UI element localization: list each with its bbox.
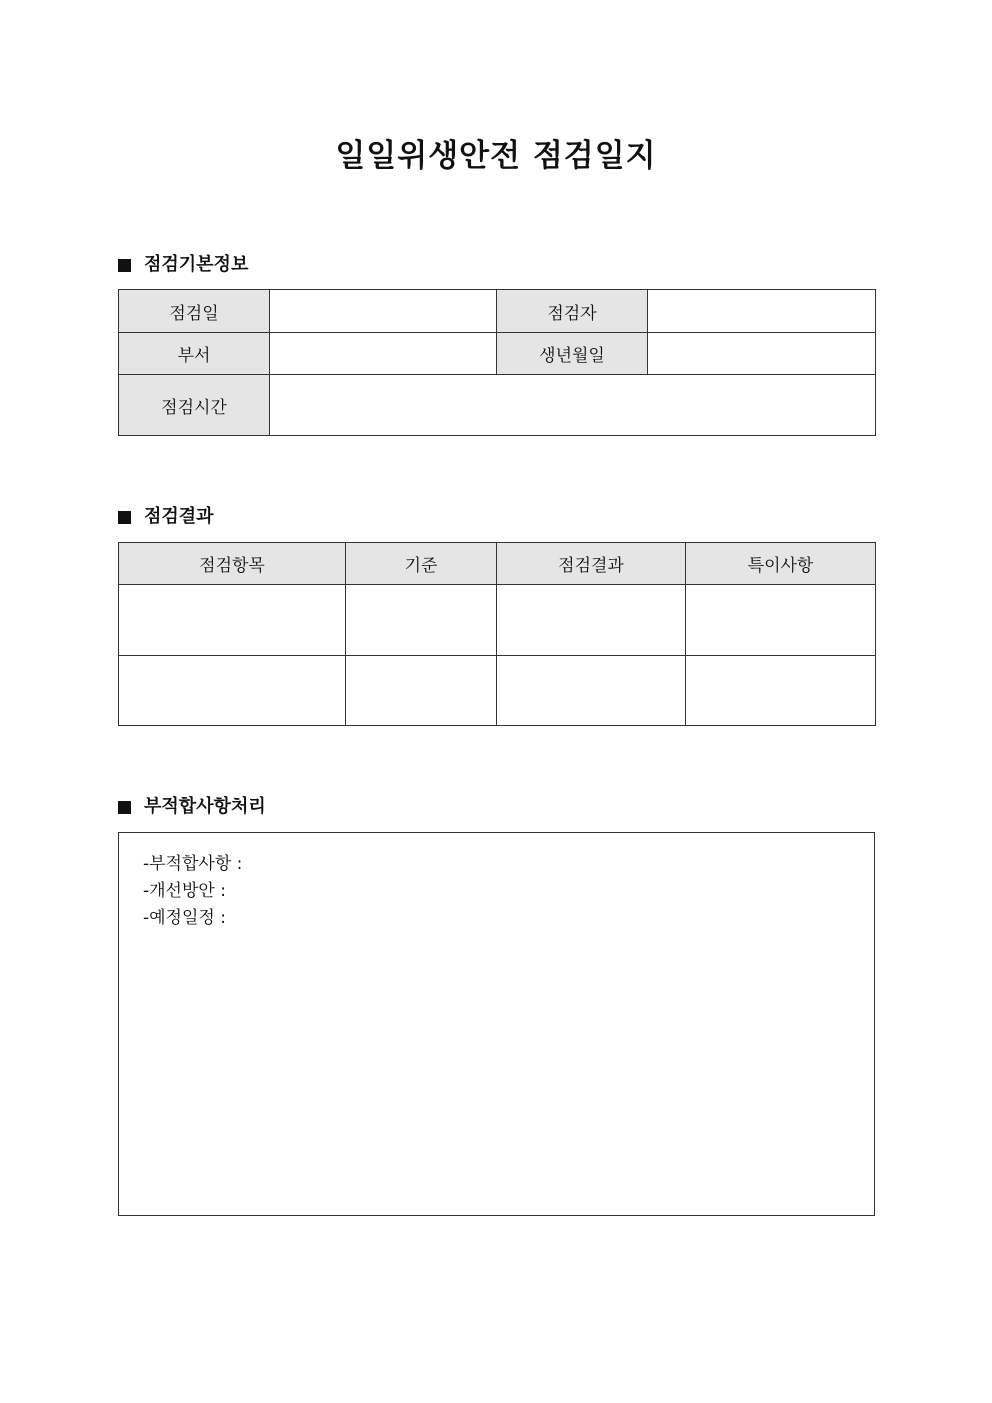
nonconformity-box[interactable]	[118, 832, 875, 1216]
date-label: 점검일	[119, 290, 270, 333]
section-heading-label: 점검결과	[144, 506, 214, 527]
department-field[interactable]	[270, 333, 497, 375]
table-row	[119, 656, 876, 726]
page-title: 일일위생안전 점검일지	[335, 138, 657, 174]
square-bullet-icon	[118, 511, 131, 524]
table-cell[interactable]	[497, 585, 686, 656]
basic-info-table	[118, 289, 876, 436]
square-bullet-icon	[118, 259, 131, 272]
birthdate-field[interactable]	[648, 333, 876, 375]
results-table	[118, 542, 876, 726]
square-bullet-icon	[118, 801, 131, 814]
table-cell[interactable]	[686, 656, 876, 726]
table-cell[interactable]	[119, 585, 346, 656]
column-header: 점검결과	[497, 543, 686, 585]
inspector-label: 점검자	[497, 290, 648, 333]
section-heading-label: 점검기본정보	[144, 254, 249, 275]
improvement-plan-line: -개선방안 :	[143, 881, 226, 901]
table-cell[interactable]	[346, 656, 497, 726]
department-label: 부서	[119, 333, 270, 375]
table-cell[interactable]	[686, 585, 876, 656]
section-heading-basic-info	[118, 253, 248, 277]
table-cell[interactable]	[497, 656, 686, 726]
time-field[interactable]	[270, 375, 876, 436]
section-heading-nonconformity	[118, 795, 266, 819]
table-cell[interactable]	[346, 585, 497, 656]
column-header: 특이사항	[686, 543, 876, 585]
date-field[interactable]	[270, 290, 497, 333]
column-header: 기준	[346, 543, 497, 585]
column-header: 점검항목	[119, 543, 346, 585]
section-heading-label: 부적합사항처리	[144, 796, 266, 817]
scheduled-date-line: -예정일정 :	[143, 908, 226, 928]
time-label: 점검시간	[119, 375, 270, 436]
nonconformity-item-line: -부적합사항 :	[143, 854, 243, 874]
inspector-field[interactable]	[648, 290, 876, 333]
table-cell[interactable]	[119, 656, 346, 726]
table-row	[119, 585, 876, 656]
section-heading-results	[118, 505, 214, 529]
birthdate-label: 생년월일	[497, 333, 648, 375]
